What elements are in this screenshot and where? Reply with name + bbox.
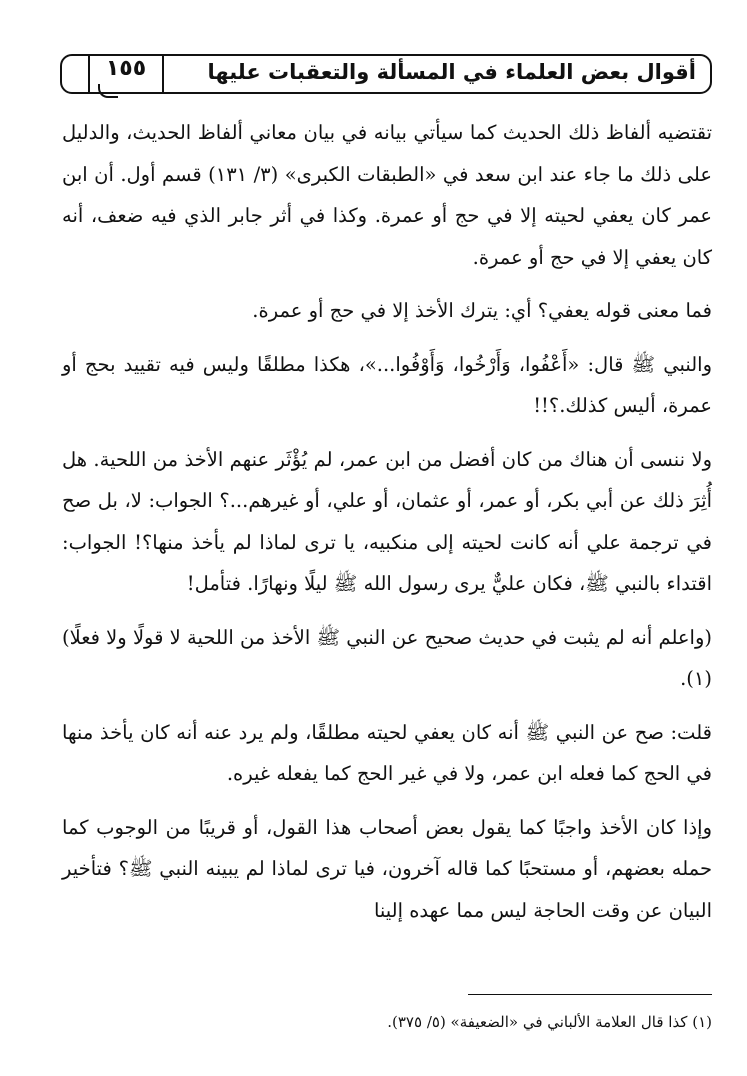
paragraph-6: قلت: صح عن النبي ﷺ أنه كان يعفي لحيته مطلقًا، ولم يرد عنه أنه كان يأخذ منها في الحج كما فعله ابن عمر، ولا في غير الحج كما يفعله غيره. [62,720,712,785]
main-text [62,112,712,931]
paragraph-2: فما معنى قوله يعفي؟ أي: يترك الأخذ إلا في حج أو عمرة. [252,299,712,322]
footnote: (١) كذا قال العلامة الألباني في «الضعيفة» (٥/ ٣٧٥). [387,1013,712,1031]
paragraph-7: وإذا كان الأخذ واجبًا كما يقول بعض أصحاب هذا القول، أو قريبًا من الوجوب كما حمله بعضهم، أو مستحبًا كما قاله آخرون، فيا ترى لماذا لم يبينه النبي ﷺ؟ فتأخير البيان عن وقت الحاجة ليس مما عهده إلينا [62,815,712,922]
header-corner-ornament [98,84,118,98]
page-header [60,54,712,94]
paragraph-3: والنبي ﷺ قال: «أَعْفُوا، وَأَرْخُوا، وَأَوْفُوا...»، هكذا مطلقًا وليس فيه تقييد بحج أو عمرة، أليس كذلك.؟!! [62,352,712,417]
paragraph-1: تقتضيه ألفاظ ذلك الحديث كما سيأتي بيانه في بيان معاني ألفاظ الحديث، والدليل على ذلك ما جاء عند ابن سعد في «الطبقات الكبرى» (٣/ ١٣١) قسم أول. أن ابن عمر كان يعفي لحيته إلا في حج أو عمرة. وكذا في أثر جابر الذي فيه ضعف، أنه كان يعفي إلا في حج أو عمرة. [62,121,712,269]
footnote-divider [468,994,712,995]
paragraph-4: ولا ننسى أن هناك من كان أفضل من ابن عمر، لم يُؤْثَر عنهم الأخذ من اللحية. هل أُثِرَ ذلك عن أبي بكر، أو عمر، أو عثمان، أو علي، أو غيرهم...؟ الجواب: لا، بل صح في ترجمة علي أنه كانت لحيته إلى منكبيه، يا ترى لماذا لم يأخذ منها؟! الجواب: اقتداء بالنبي ﷺ، فكان عليٌّ يرى رسول الله ﷺ ليلًا ونهارًا. فتأمل! [62,447,712,595]
paragraph-5: (واعلم أنه لم يثبت في حديث صحيح عن النبي ﷺ الأخذ من اللحية لا قولًا ولا فعلًا)(١). [62,625,712,690]
running-title: أقوال بعض العلماء في المسألة والتعقبات عليها [207,60,696,84]
page-number: ١٥٥ [105,56,147,81]
